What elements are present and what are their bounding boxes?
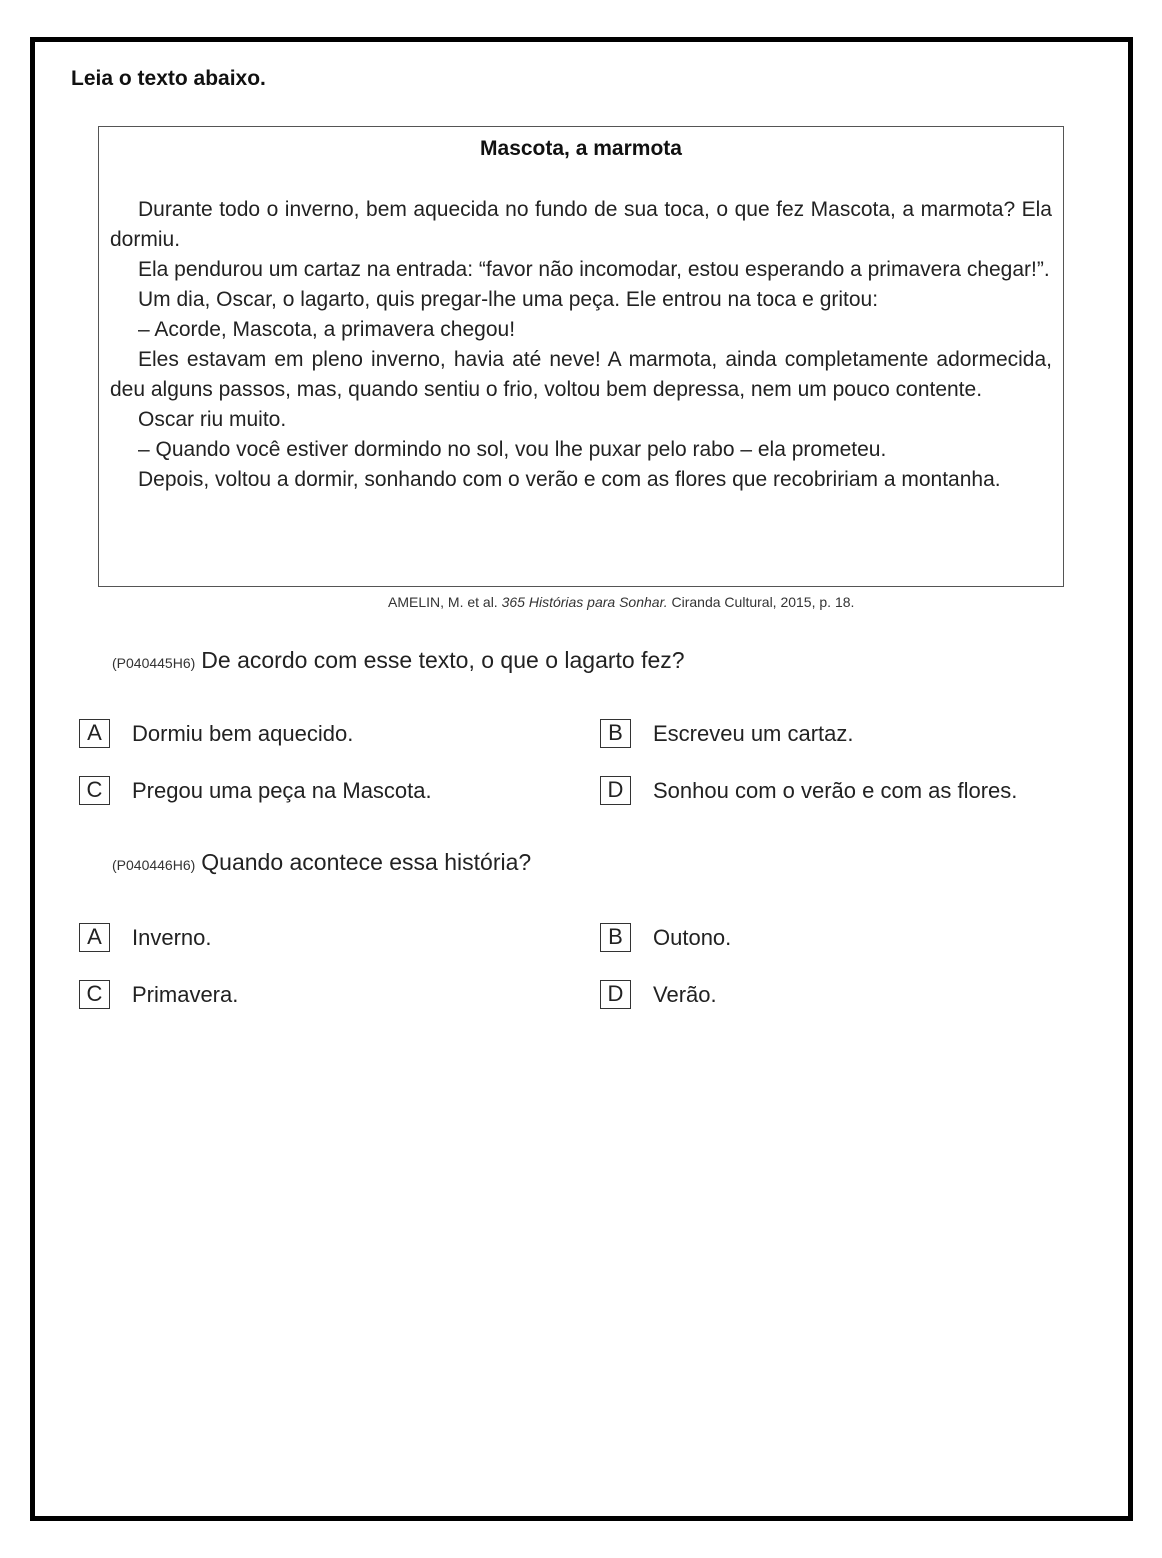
option-letter-box: B — [600, 923, 631, 952]
option-text: Outono. — [653, 924, 732, 950]
story-paragraph: Depois, voltou a dormir, sonhando com o verão e com as flores que recobririam a montanha. — [138, 468, 1001, 491]
q1-option-c[interactable] — [79, 776, 432, 805]
option-text: Dormiu bem aquecido. — [132, 720, 354, 746]
question-1 — [112, 647, 685, 674]
option-text: Escreveu um cartaz. — [653, 720, 854, 746]
question-2 — [112, 849, 531, 876]
option-letter-box: D — [600, 776, 631, 805]
story-paragraph: – Quando você estiver dormindo no sol, vou lhe puxar pelo rabo – ela prometeu. — [138, 438, 887, 461]
option-text: Primavera. — [132, 981, 239, 1007]
question-text: De acordo com esse texto, o que o lagarto fez? — [201, 647, 685, 673]
option-text: Verão. — [653, 981, 717, 1007]
story-paragraph: – Acorde, Mascota, a primavera chegou! — [138, 318, 516, 341]
option-text: Pregou uma peça na Mascota. — [132, 777, 432, 803]
story-paragraph: Durante todo o inverno, bem aquecida no fundo de sua toca, o que fez Mascota, a marmota? Ela dormiu. — [110, 198, 1052, 251]
question-code: (P040446H6) — [112, 857, 196, 873]
question-code: (P040445H6) — [112, 655, 196, 671]
story-paragraph: Oscar riu muito. — [138, 408, 287, 431]
option-letter-box: D — [600, 980, 631, 1009]
question-text: Quando acontece essa história? — [201, 849, 532, 875]
story-paragraph: Ela pendurou um cartaz na entrada: “favor não incomodar, estou esperando a primavera chegar!”. — [138, 258, 1050, 281]
option-text: Sonhou com o verão e com as flores. — [653, 777, 1018, 803]
story-body — [110, 195, 1052, 495]
option-letter-box: C — [79, 980, 110, 1009]
instruction-heading: Leia o texto abaixo. — [71, 67, 266, 90]
q2-option-d[interactable] — [600, 980, 717, 1009]
option-letter-box: B — [600, 719, 631, 748]
story-paragraph: Eles estavam em pleno inverno, havia até neve! A marmota, ainda completamente adormecida, deu alguns passos, mas, quando sentiu o frio, voltou bem depressa, nem um pouco contente. — [110, 348, 1052, 401]
q2-option-b[interactable] — [600, 923, 731, 952]
option-letter-box: C — [79, 776, 110, 805]
q2-option-c[interactable] — [79, 980, 238, 1009]
q1-option-a[interactable] — [79, 719, 353, 748]
story-box — [98, 126, 1064, 587]
story-paragraph: Um dia, Oscar, o lagarto, quis pregar-lhe uma peça. Ele entrou na toca e gritou: — [138, 288, 879, 311]
q1-option-d[interactable] — [600, 776, 1017, 805]
option-text: Inverno. — [132, 924, 212, 950]
citation-book: 365 Histórias para Sonhar. — [501, 594, 668, 610]
story-title: Mascota, a marmota — [480, 137, 682, 160]
citation-publisher: Ciranda Cultural, 2015, p. 18. — [671, 594, 855, 610]
citation — [388, 594, 854, 610]
citation-authors: AMELIN, M. et al. — [388, 594, 498, 610]
option-letter-box: A — [79, 719, 110, 748]
option-letter-box: A — [79, 923, 110, 952]
q1-option-b[interactable] — [600, 719, 854, 748]
q2-option-a[interactable] — [79, 923, 212, 952]
